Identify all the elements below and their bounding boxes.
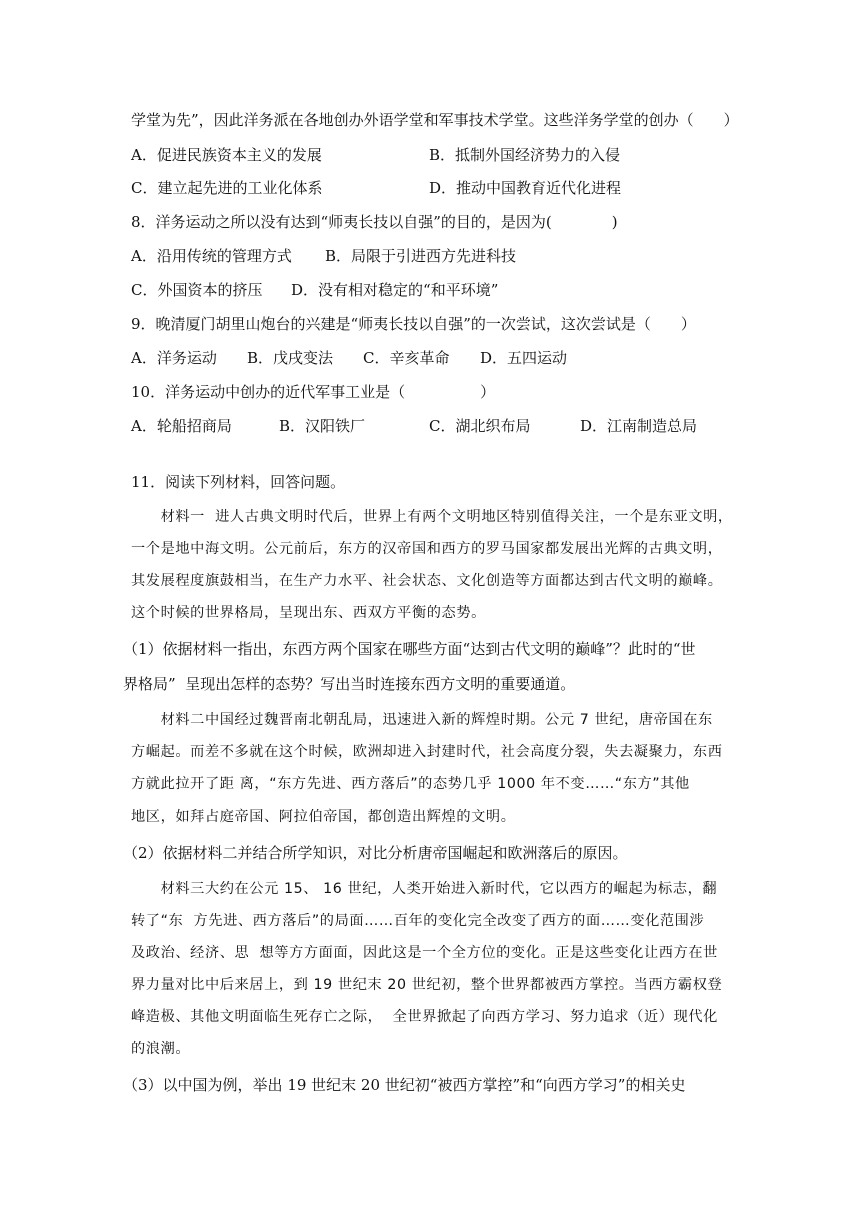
material-2-line-4: 地区，如拜占庭帝国、阿拉伯帝国，都创造出辉煌的文明。: [131, 809, 516, 825]
sub-question-3: （3）以中国为例，举出 19 世纪末 20 世纪初“被西方掌控”和“向西方学习”的相关史: [123, 1076, 686, 1094]
q10-stem: 10．洋务运动中创办的近代军事工业是（ ）: [131, 383, 496, 401]
q7-option-a[interactable]: A．促进民族资本主义的发展: [131, 146, 322, 164]
material-2-line-1: 材料二中国经过魏晋南北朝乱局，迅速进入新的辉煌时期。公元 7 世纪，唐帝国在东: [131, 712, 713, 728]
material-2-line-3: 方就此拉开了距 离，“东方先进、西方落后”的态势几乎 1000 年不变……“东方”其他: [131, 776, 690, 792]
q9-option-b[interactable]: B．戊戌变法: [247, 349, 334, 367]
q8-option-c[interactable]: C．外国资本的挤压: [131, 281, 263, 299]
q9-option-a[interactable]: A．洋务运动: [131, 349, 217, 367]
q8-option-d[interactable]: D．没有相对稳定的“和平环境”: [291, 281, 499, 299]
material-3-line-6: 的浪潮。: [131, 1041, 191, 1057]
q10-option-a[interactable]: A．轮船招商局: [131, 417, 232, 435]
q7-option-b[interactable]: B．抵制外国经济势力的入侵: [429, 146, 621, 164]
material-2-line-2: 方崛起。而差不多就在这个时候，欧洲却进入封建时代，社会高度分裂，失去凝聚力，东西: [131, 744, 723, 760]
q7-option-c[interactable]: C．建立起先进的工业化体系: [131, 179, 323, 197]
sub-question-2: （2）依据材料二并结合所学知识，对比分析唐帝国崛起和欧洲落后的原因。: [123, 844, 628, 862]
q7-option-d[interactable]: D．推动中国教育近代化进程: [429, 179, 622, 197]
sub-question-1-line-1: （1）依据材料一指出，东西方两个国家在哪些方面“达到古代文明的巅峰”？此时的“世: [123, 640, 696, 658]
material-1-line-2: 一个是地中海文明。公元前后，东方的汉帝国和西方的罗马国家都发展出光辉的古典文明，: [131, 541, 723, 557]
material-1-line-3: 其发展程度旗鼓相当，在生产力水平、社会状态、文化创造等方面都达到古代文明的巅峰。: [131, 573, 723, 589]
q9-option-d[interactable]: D．五四运动: [480, 349, 568, 367]
q10-option-c[interactable]: C．湖北织布局: [429, 417, 531, 435]
q7-stem-tail: 学堂为先”，因此洋务派在各地创办外语学堂和军事技术学堂。这些洋务学堂的创办（ ）: [131, 111, 739, 129]
q9-stem: 9．晚清厦门胡里山炮台的兴建是“师夷长技以自强”的一次尝试，这次尝试是（ ）: [131, 315, 696, 333]
q8-option-a[interactable]: A．沿用传统的管理方式: [131, 247, 292, 265]
material-1-line-4: 这个时候的世界格局，呈现出东、西双方平衡的态势。: [131, 605, 486, 621]
q10-option-d[interactable]: D．江南制造总局: [580, 417, 698, 435]
material-3-line-3: 及政治、经济、思 想等方方面面，因此这是一个全方位的变化。正是这些变化让西方在世: [131, 945, 718, 961]
material-1-line-1: 材料一 进人古典文明时代后，世界上有两个文明地区特别值得关注，一个是东亚文明，: [131, 509, 733, 525]
material-3-line-2: 转了“东 方先进、西方落后”的局面……百年的变化完全改变了西方的面……变化范围涉: [131, 913, 705, 929]
q9-option-c[interactable]: C．辛亥革命: [363, 349, 450, 367]
q10-option-b[interactable]: B．汉阳铁厂: [279, 417, 366, 435]
q11-stem: 11．阅读下列材料，回答问题。: [131, 473, 346, 491]
q8-stem: 8．洋务运动之所以没有达到“师夷长技以自强”的目的，是因为( ): [131, 213, 618, 231]
material-3-line-1: 材料三大约在公元 15、 16 世纪，人类开始进入新时代，它以西方的崛起为标志，翻: [131, 881, 718, 897]
sub-question-1-line-2: 界格局” 呈现出怎样的态势？写出当时连接东西方文明的重要通道。: [123, 675, 576, 693]
material-3-line-4: 界力量对比中后来居上，到 19 世纪末 20 世纪初，整个世界都被西方掌控。当西方霸权登: [131, 977, 723, 993]
material-3-line-5: 峰造极、其他文明面临生死存亡之际， 全世界掀起了向西方学习、努力追求（近）现代化: [131, 1009, 718, 1025]
q8-option-b[interactable]: B．局限于引进西方先进科技: [325, 247, 517, 265]
